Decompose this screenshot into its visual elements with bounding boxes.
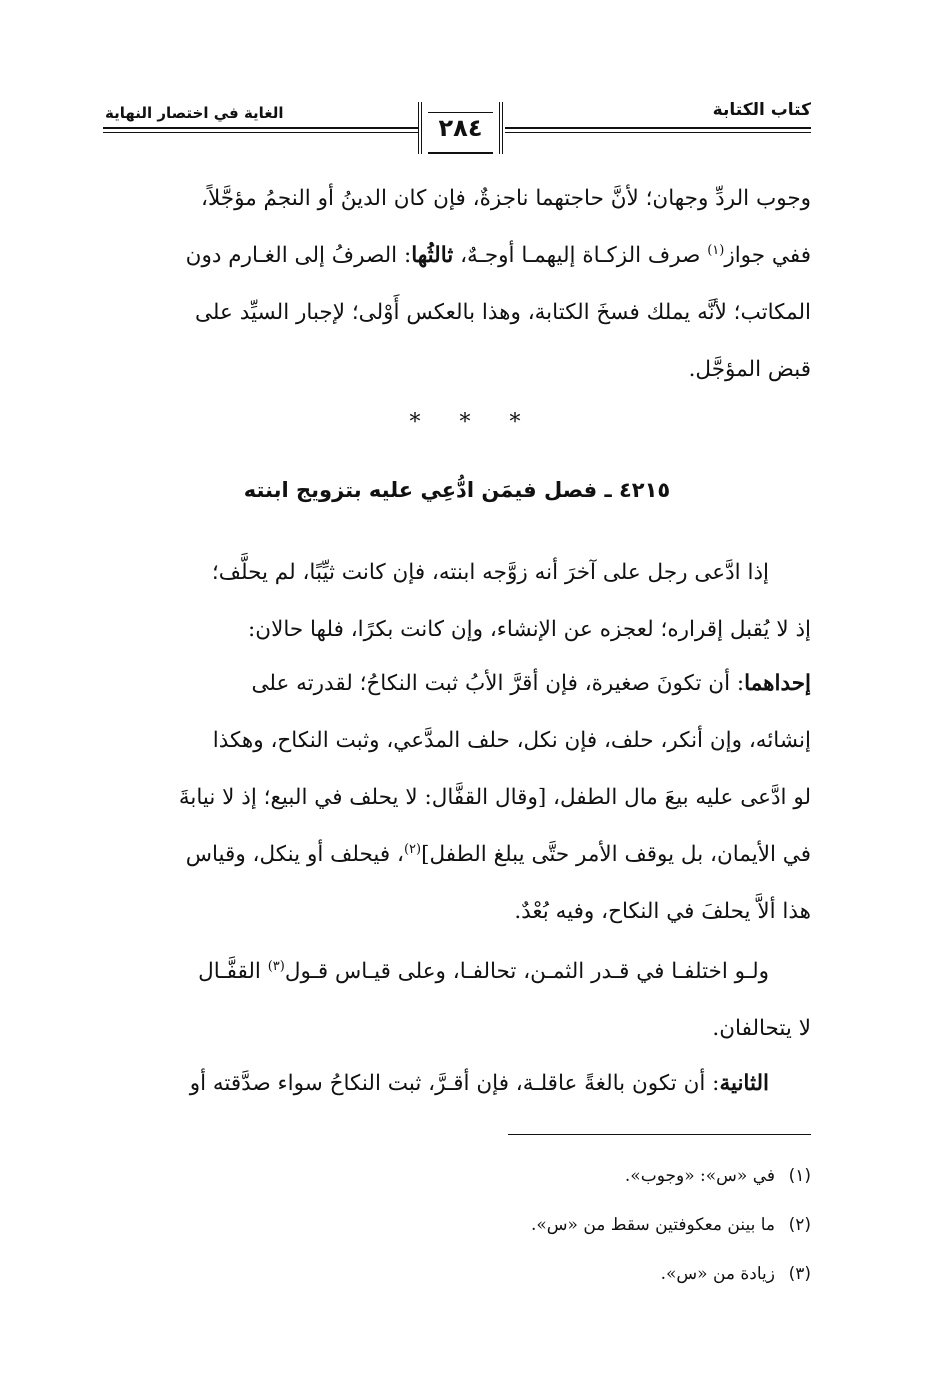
footnote xyxy=(103,1152,811,1201)
text-line: المكاتب؛ لأنَّه يملك فسخَ الكتابة، وهذا بالعكس أَوْلى؛ لإجبار السيِّد على xyxy=(195,300,811,325)
text-line: لا يتحالفان. xyxy=(712,1016,811,1041)
paragraph-2 xyxy=(103,655,811,940)
footnote-text: زيادة من «س». xyxy=(660,1264,775,1284)
paragraph-1 xyxy=(103,544,811,658)
footnote-ref: (٣) xyxy=(267,958,285,974)
paragraph-3 xyxy=(103,943,811,1057)
section-heading: ٤٢١٥ ـ فصل فيمَن ادُّعِي عليه بتزويج ابنته xyxy=(243,478,671,502)
text-span: : الصرفُ إلى الغـارم دون xyxy=(185,243,412,268)
text-line xyxy=(103,943,811,1000)
text-line: إذ لا يُقبل إقراره؛ لعجزه عن الإنشاء، وإن كانت بكرًا، فلها حالان: xyxy=(248,617,811,642)
text-line: إنشائه، وإن أنكر، حلف، فإن نكل، حلف المدَّعي، وثبت النكاح، وهكذا xyxy=(212,728,811,753)
header-chapter-title: كتاب الكتابة xyxy=(712,100,811,120)
text-line: هذا ألاَّ يحلفَ في النكاح، وفيه بُعْدٌ. xyxy=(514,899,811,924)
footnote xyxy=(103,1201,811,1250)
header-rule-left-thin xyxy=(103,132,418,133)
text-span: ولـو اختلفـا في قـدر الثمـن، تحالفـا، وعلى قيـاس قـول xyxy=(284,959,769,984)
header-rule-right-thin xyxy=(505,132,811,133)
text-line: لو ادَّعى عليه بيعَ مال الطفل، [وقال القفَّال: لا يحلف في البيع؛ إذ لا نيابةَ xyxy=(178,785,811,810)
footnote-number: (٣) xyxy=(788,1264,811,1284)
section-separator: * * * xyxy=(409,410,537,435)
footnote xyxy=(103,1250,811,1299)
text-span: ففي جواز xyxy=(724,243,811,268)
text-span: ، فيحلف أو ينكل، وقياس xyxy=(185,842,404,867)
text-line: إذا ادَّعى رجل على آخرَ أنه زوَّجه ابنته، فإن كانت ثيِّبًا، لم يحلَّف؛ xyxy=(211,560,769,585)
text-span: : أن تكونَ صغيرة، فإن أقرَّ الأبُ ثبت النكاحُ؛ لقدرته على xyxy=(251,671,745,696)
footnote-ref: (٢) xyxy=(403,841,422,857)
footnote-number: (١) xyxy=(788,1166,811,1186)
text-span: صرف الزكـاة إليهمـا أوجـهٌ، xyxy=(453,243,708,268)
text-line xyxy=(103,826,811,883)
footnotes xyxy=(103,1152,811,1299)
page-number: ٢٨٤ xyxy=(438,114,483,142)
text-line xyxy=(103,227,811,284)
footnote-text: في «س»: «وجوب». xyxy=(624,1166,775,1186)
text-line xyxy=(103,1055,811,1112)
header-rule-right xyxy=(505,127,811,129)
footnote-rule xyxy=(508,1134,811,1135)
text-line: وجوب الردِّ وجهان؛ لأنَّ حاجتهما ناجزةٌ، فإن كان الدينُ أو النجمُ مؤجَّلاً، xyxy=(201,186,811,211)
header-rule-left xyxy=(103,127,418,129)
text-line: قبض المؤجَّل. xyxy=(688,357,811,382)
bold-term: الثانية xyxy=(719,1071,769,1096)
text-line xyxy=(103,655,811,712)
footnote-number: (٢) xyxy=(788,1215,811,1235)
header-book-title: الغاية في اختصار النهاية xyxy=(105,104,284,122)
bold-term: إحداهما xyxy=(744,671,811,696)
paragraph-4 xyxy=(103,1055,811,1112)
continuation-paragraph xyxy=(103,170,811,398)
text-span: : أن تكون بالغةً عاقلـة، فإن أقـرَّ، ثبت النكاحُ سواء صدَّقته أو xyxy=(189,1071,720,1096)
text-span: في الأيمان، بل يوقف الأمر حتَّى يبلغ الطفل] xyxy=(421,842,811,867)
footnote-text: ما بينن معكوفتين سقط من «س». xyxy=(530,1215,775,1235)
bold-term: ثالثُها xyxy=(411,243,454,268)
text-span: القفَّـال xyxy=(198,959,268,984)
footnote-ref: (١) xyxy=(707,242,725,258)
